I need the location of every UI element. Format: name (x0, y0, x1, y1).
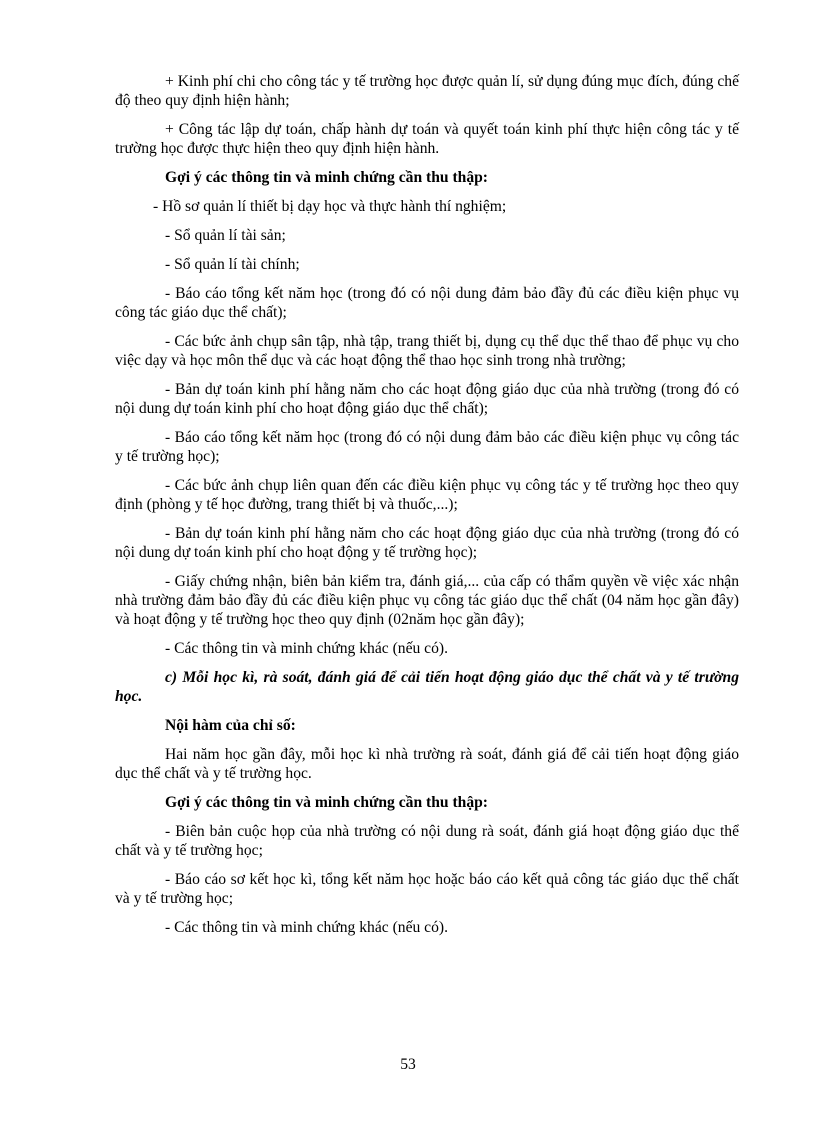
criterion-c-heading: c) Mỗi học kì, rà soát, đánh giá để cải tiến hoạt động giáo dục thể chất và y tế trường học. (115, 669, 739, 705)
evidence-item: - Báo cáo tổng kết năm học (trong đó có nội dung đảm bảo các điều kiện phục vụ công tác y tế trường học); (115, 429, 739, 465)
evidence-item: - Sổ quản lí tài sản; (165, 227, 286, 244)
evidence-item: - Hồ sơ quản lí thiết bị dạy học và thực hành thí nghiệm; (153, 198, 507, 215)
evidence-heading: Gợi ý các thông tin và minh chứng cần thu thập: (165, 169, 488, 186)
page-number: 53 (400, 1056, 416, 1073)
evidence-item: - Các thông tin và minh chứng khác (nếu có). (165, 640, 448, 657)
evidence-item: - Sổ quản lí tài chính; (165, 256, 300, 273)
page-body (115, 72, 739, 947)
evidence-item: - Bản dự toán kinh phí hằng năm cho các hoạt động giáo dục của nhà trường (trong đó có nội dung dự toán kinh phí cho hoạt động giáo dục thể chất); (115, 381, 739, 417)
paragraph-budget-planning: + Công tác lập dự toán, chấp hành dự toán và quyết toán kinh phí thực hiện công tác y tế trường học được thực hiện theo quy định hiện hành. (115, 121, 739, 157)
evidence-item: - Báo cáo sơ kết học kì, tổng kết năm học hoặc báo cáo kết quả công tác giáo dục thể chất và y tế trường học; (115, 871, 739, 907)
evidence-item: - Giấy chứng nhận, biên bản kiểm tra, đánh giá,... của cấp có thẩm quyền về việc xác nhận nhà trường đảm bảo đầy đủ các điều kiện phục vụ công tác giáo dục thể chất (04 năm học gần đây) và hoạt động y tế trường học theo quy định (02năm học gần đây); (115, 573, 739, 628)
evidence-item: - Biên bản cuộc họp của nhà trường có nội dung rà soát, đánh giá hoạt động giáo dục thể chất và y tế trường học; (115, 823, 739, 859)
evidence-item: - Các bức ảnh chụp liên quan đến các điều kiện phục vụ công tác y tế trường học theo quy định (phòng y tế học đường, trang thiết bị và thuốc,...); (115, 477, 739, 513)
evidence-item: - Các bức ảnh chụp sân tập, nhà tập, trang thiết bị, dụng cụ thể dục thể thao để phục vụ cho việc dạy và học môn thể dục và các hoạt động thể thao học sinh trong nhà trường; (115, 333, 739, 369)
evidence-item: - Bản dự toán kinh phí hằng năm cho các hoạt động giáo dục của nhà trường (trong đó có nội dung dự toán kinh phí cho hoạt động y tế trường học); (115, 525, 739, 561)
evidence-heading: Gợi ý các thông tin và minh chứng cần thu thập: (165, 794, 488, 811)
indicator-scope-text: Hai năm học gần đây, mỗi học kì nhà trường rà soát, đánh giá để cải tiến hoạt động giáo dục thể chất và y tế trường học. (115, 746, 739, 782)
paragraph-funding-usage: + Kinh phí chi cho công tác y tế trường học được quản lí, sử dụng đúng mục đích, đúng chế độ theo quy định hiện hành; (115, 73, 739, 109)
evidence-item: - Các thông tin và minh chứng khác (nếu có). (165, 919, 448, 936)
indicator-scope-heading: Nội hàm của chỉ số: (165, 717, 296, 734)
evidence-item: - Báo cáo tổng kết năm học (trong đó có nội dung đảm bảo đầy đủ các điều kiện phục vụ công tác giáo dục thể chất); (115, 285, 739, 321)
